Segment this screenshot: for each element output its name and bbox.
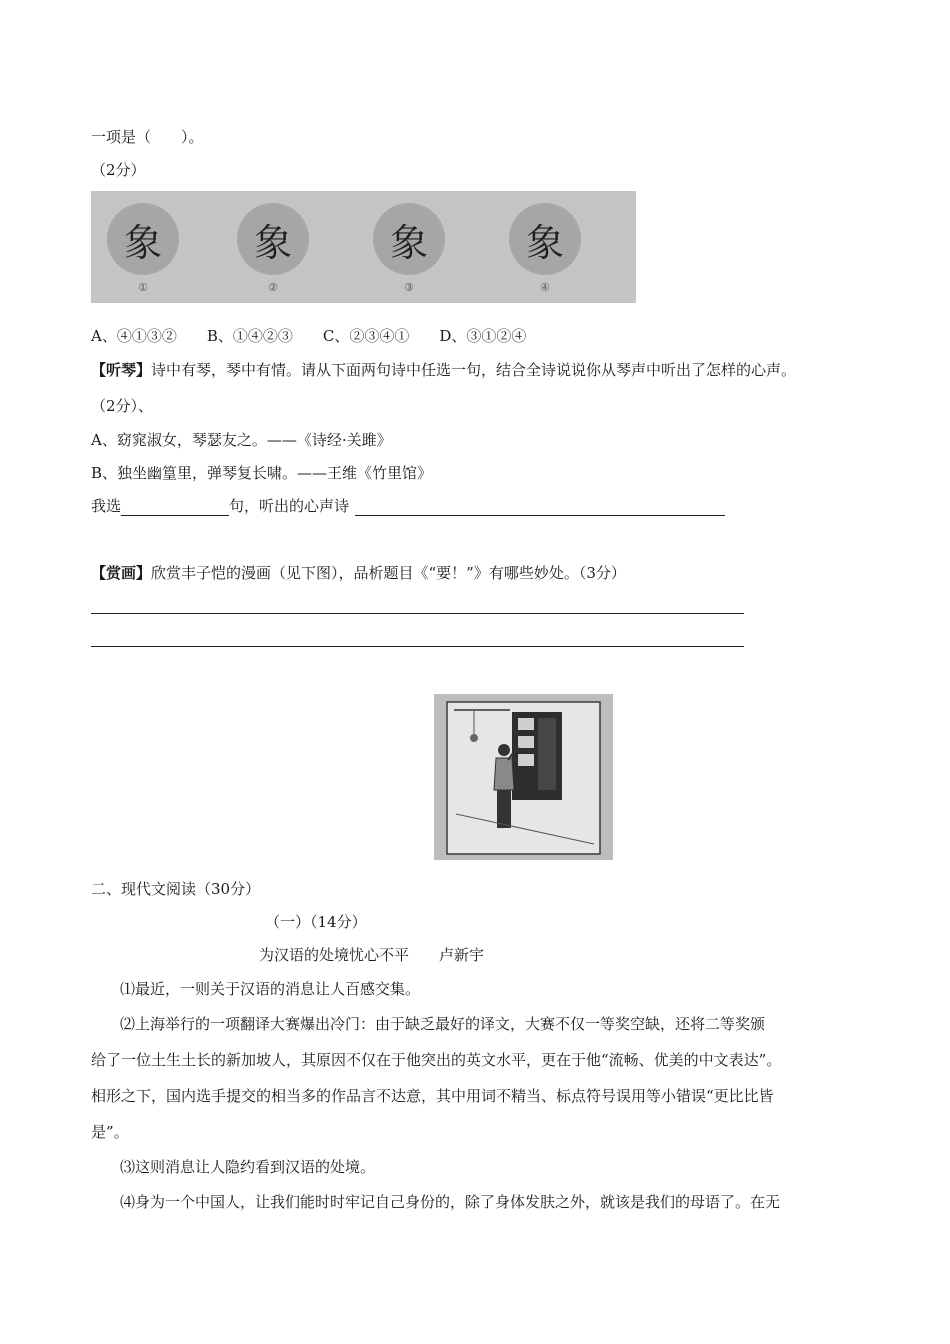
answer-options: A、④①③② B、①④②③ C、②③④① D、③①②④: [91, 327, 527, 345]
tingqin-question: [91, 360, 796, 380]
shanghua-text: 欣赏丰子恺的漫画（见下图），品析题目《“要！”》有哪些妙处。（3分）: [151, 564, 626, 582]
seal-num-4: ④: [540, 281, 550, 294]
answer-line-2[interactable]: [91, 646, 744, 647]
paragraph-1: ⑴最近，一则关于汉语的消息让人百感交集。: [120, 980, 421, 998]
question-score: （2分）: [91, 161, 146, 179]
cartoon-image: [434, 694, 613, 860]
article-title: 为汉语的处境忧心不平 卢新宇: [259, 946, 485, 964]
shanghua-tag: 【赏画】: [91, 564, 152, 582]
paragraph-3: ⑶这则消息让人隐约看到汉语的处境。: [120, 1158, 376, 1176]
question-stem-tail: 一项是（ ）。: [91, 128, 204, 146]
poem-option-b: B、独坐幽篁里，弹琴复长啸。——王维《竹里馆》: [91, 464, 433, 482]
paragraph-2-line-3: 相形之下，国内选手提交的相当多的作品言不达意，其中用词不精当、标点符号误用等小错误“更比比皆: [91, 1087, 774, 1105]
answer-prefix: 我选: [91, 497, 122, 515]
answer-line-1[interactable]: [91, 613, 744, 614]
tingqin-text: 诗中有琴，琴中有情。请从下面两句诗中任选一句，结合全诗说说你从琴声中听出了怎样的心声。: [151, 361, 797, 379]
poem-option-a: A、窈窕淑女，琴瑟友之。——《诗经·关雎》: [91, 431, 392, 449]
section-title: 二、现代文阅读（30分）: [91, 880, 261, 898]
paragraph-2-line-4: 是”。: [91, 1123, 129, 1141]
seal-char-3: 象: [373, 203, 445, 275]
shanghua-question: [91, 563, 626, 583]
answer-blank[interactable]: [355, 499, 725, 516]
paragraph-2-line-1: ⑵上海举行的一项翻译大赛爆出冷门：由于缺乏最好的译文，大赛不仅一等奖空缺，还将二等奖颁: [120, 1015, 766, 1033]
tingqin-answer-line: [91, 496, 725, 516]
seal-char-2: 象: [237, 203, 309, 275]
cartoon-drawing: [434, 694, 613, 860]
choice-blank[interactable]: [121, 499, 229, 516]
seal-characters-image: [91, 191, 636, 303]
paragraph-4: ⑷身为一个中国人，让我们能时时牢记自己身份的，除了身体发肤之外，就该是我们的母语了。在无: [120, 1193, 781, 1211]
paragraph-2-line-2: 给了一位土生土长的新加坡人，其原因不仅在于他突出的英文水平，更在于他“流畅、优美的中文表达”。: [91, 1051, 782, 1069]
tingqin-tag: 【听琴】: [91, 361, 152, 379]
answer-mid: 句，听出的心声诗: [229, 497, 350, 515]
seal-char-4: 象: [509, 203, 581, 275]
seal-num-1: ①: [138, 281, 148, 294]
subsection-title: （一）（14分）: [265, 913, 367, 931]
tingqin-score: （2分）、: [91, 397, 154, 415]
seal-num-2: ②: [268, 281, 278, 294]
seal-num-3: ③: [404, 281, 414, 294]
seal-char-1: 象: [107, 203, 179, 275]
